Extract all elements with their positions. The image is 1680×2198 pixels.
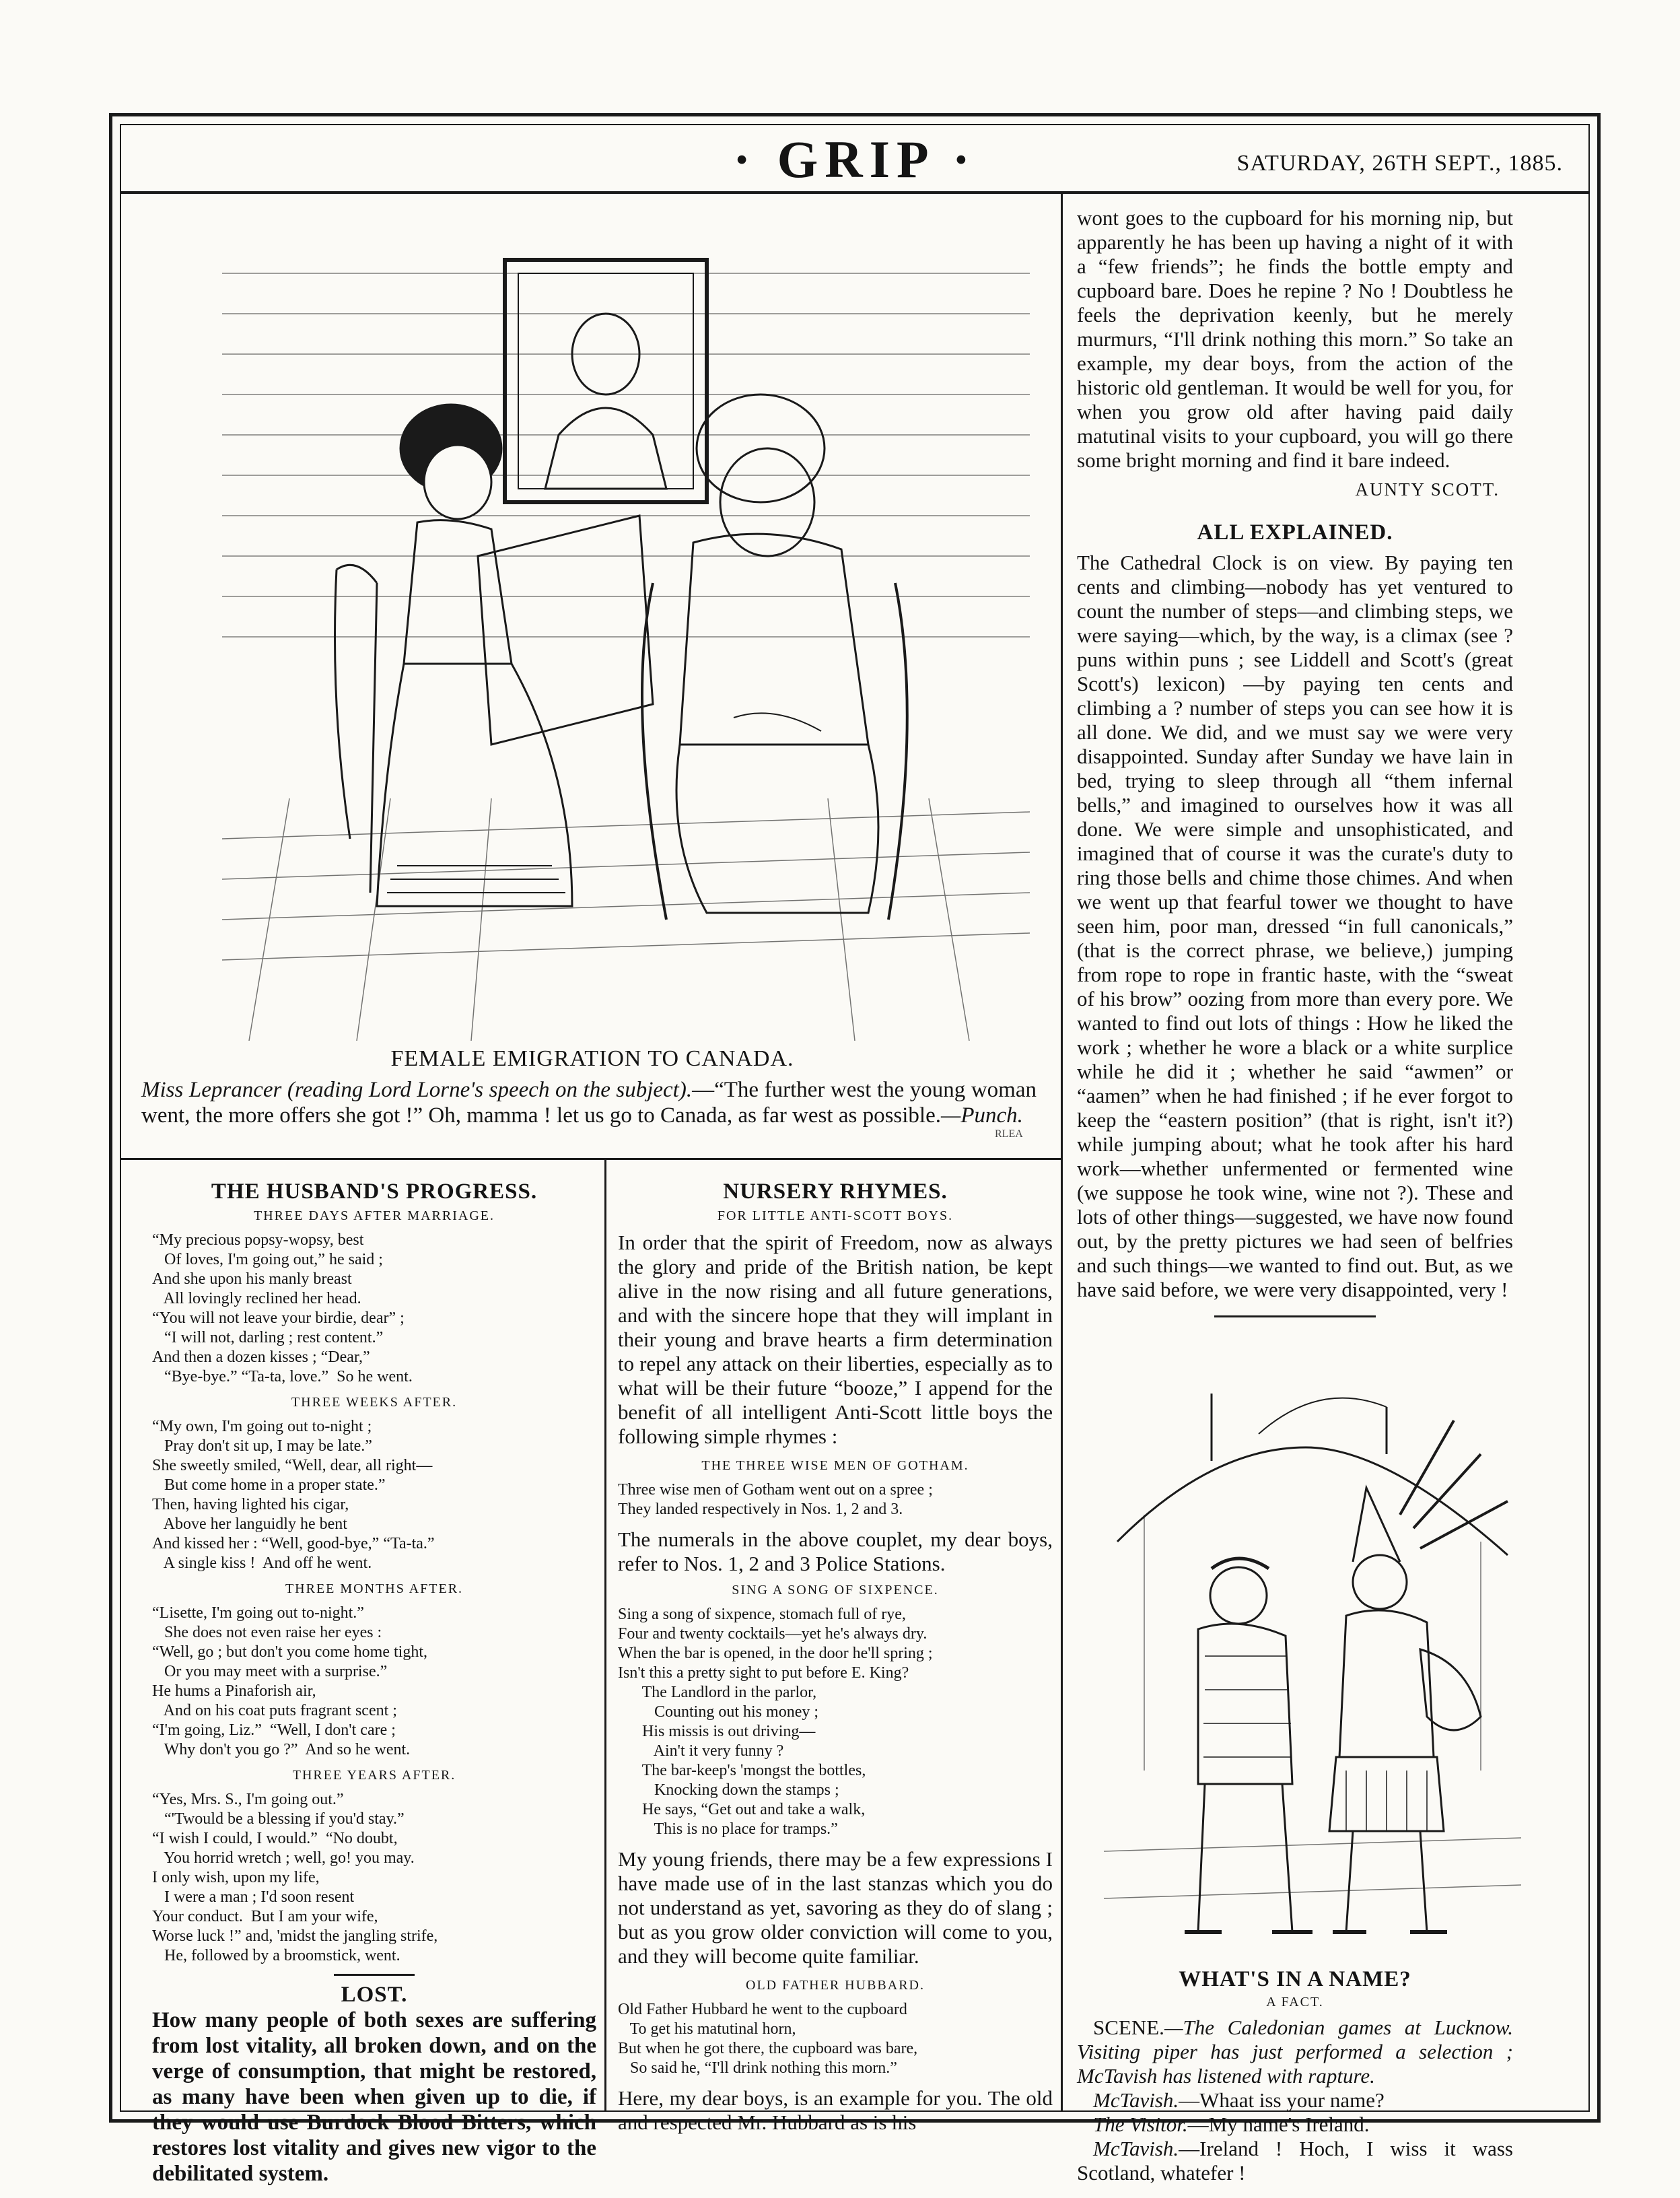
line3-speaker: McTavish. <box>1093 2137 1179 2160</box>
column-husband <box>152 1179 596 2187</box>
line1-text: —Whaat iss your name? <box>1179 2088 1385 2112</box>
caption-speaker: Miss Leprancer (reading Lord Lorne's speech on the subject). <box>141 1078 693 1102</box>
column-nursery <box>618 1179 1053 2135</box>
cartoon-title: FEMALE EMIGRATION TO CANADA. <box>390 1046 794 1071</box>
right-divider <box>1214 1315 1376 1317</box>
husband-subtitle-2: THREE WEEKS AFTER. <box>291 1395 458 1410</box>
husband-stanza-1: “My precious popsy-wopsy, best Of loves, I'm going out,” he said ; And she upon his manly breast All lovingly reclined her head. “You will not leave your birdie, dear” ; “I will not, darling ; rest content.” And then a dozen kisses ; “Dear,” “Bye-bye.” “Ta-ta, love.” So he went. <box>152 1231 413 1385</box>
caption-source: —Punch. <box>941 1103 1023 1128</box>
piper-illustration <box>1104 1367 1521 1959</box>
dialogue-line-1 <box>1077 2088 1513 2113</box>
dialogue-line-2 <box>1077 2113 1513 2137</box>
masthead-date: SATURDAY, 26TH SEPT., 1885. <box>1236 151 1563 176</box>
lost-text: How many people of both sexes are suffering from lost vitality, all broken down, and on the verge of consumption, that might be restored, as many have been when given up to die, if they would use Burdock Blood Bitters, which restores lost vitality and gives new vigor to the debilitated system. <box>152 2008 596 2186</box>
husband-subtitle-1: THREE DAYS AFTER MARRIAGE. <box>254 1208 495 1223</box>
whats-in-a-name <box>1077 1967 1513 2185</box>
husband-title: THE HUSBAND'S PROGRESS. <box>211 1179 538 1204</box>
rhyme2-title: SING A SONG OF SIXPENCE. <box>732 1583 939 1598</box>
continuation-text: wont goes to the cupboard for his morning nip, but apparently he has been up having a night of it with a “few friends”; he finds the bottle empty and cupboard bare. Does he repine ? No ! Doubtless he feels the deprivation keenly, but he merely murmurs, “I'll drink nothing this morn.” So take an example, my dear boys, from the action of the historic old gentleman. It would be well for you, for when you grow old after having paid daily matutinal visits to your cupboard, you will go there some bright morning and find it bare indeed. <box>1077 206 1513 472</box>
husband-subtitle-3: THREE MONTHS AFTER. <box>285 1581 464 1596</box>
line2-speaker: The Visitor. <box>1093 2113 1188 2136</box>
nursery-subtitle: FOR LITTLE ANTI-SCOTT BOYS. <box>717 1208 954 1223</box>
husband-subtitle-4: THREE YEARS AFTER. <box>292 1768 456 1783</box>
scene-label: SCENE. <box>1093 2016 1164 2039</box>
cartoon-caption <box>141 1077 1037 1128</box>
masthead-title: · GRIP · <box>733 130 977 188</box>
lost-title: LOST. <box>341 1983 408 2007</box>
nursery-note2: My young friends, there may be a few expressions I have made use of in the last stanzas which you do not understand as yet, savoring as they do of slang ; but as you grow older conviction will come to you, and they will become quite familiar. <box>618 1847 1053 1968</box>
line2-text: —My name's Ireland. <box>1187 2113 1370 2136</box>
name-title: WHAT'S IN A NAME? <box>1179 1967 1411 1991</box>
husband-stanza-2: “My own, I'm going out to-night ; Pray don't sit up, I may be late.” She sweetly smiled, “Well, dear, all right— But come home in a proper state.” Then, having lighted his cigar, Above her languidly he bent And kissed her : “Well, good-bye,” “Ta-ta.” A single kiss ! And off he went. <box>152 1418 435 1572</box>
rhyme3-title: OLD FATHER HUBBARD. <box>746 1978 925 1993</box>
artist-signature: RLEA <box>995 1128 1023 1140</box>
column-rule-right <box>1061 194 1063 2112</box>
masthead <box>120 124 1590 194</box>
line3-text: —Ireland ! Hoch, I wiss it wass Scotland, whatefer ! <box>1077 2137 1513 2185</box>
lost-divider <box>334 1974 415 1976</box>
caption-text: —“The further west the young woman went, the more offers she got !” Oh, mamma ! let us go to Canada, as far west as possible. <box>141 1078 1037 1128</box>
nursery-note3: Here, my dear boys, is an example for you. The old and respected Mr. Hubbard as is his <box>618 2086 1053 2134</box>
name-scene <box>1077 2016 1513 2088</box>
rhyme1-title: THE THREE WISE MEN OF GOTHAM. <box>701 1458 969 1473</box>
cartoon-illustration <box>222 233 1030 1041</box>
nursery-title: NURSERY RHYMES. <box>723 1179 948 1204</box>
column-right <box>1077 206 1513 1331</box>
husband-stanza-4: “Yes, Mrs. S., I'm going out.” “'Twould be a blessing if you'd stay.” “I wish I could, I would.” “No doubt, You horrid wretch ; well, go! you may. I only wish, upon my life, I were a man ; I'd soon resent Your conduct. But I am your wife, Worse luck !” and, 'midst the jangling strife, He, followed by a broomstick, went. <box>152 1791 438 1964</box>
line1-speaker: McTavish. <box>1093 2088 1179 2112</box>
column-rule-middle <box>604 1159 606 2112</box>
rhyme1-text: Three wise men of Gotham went out on a spree ; They landed respectively in Nos. 1, 2 and 3. <box>618 1481 933 1518</box>
scene-text: —The Caledonian games at Lucknow. Visiting piper has just performed a selection ; McTavish has listened with rapture. <box>1077 2016 1513 2088</box>
aunty-scott-signature: AUNTY SCOTT. <box>1355 479 1500 500</box>
cartoon-bottom-rule <box>120 1158 1061 1160</box>
name-subtitle: A FACT. <box>1266 1995 1324 2010</box>
explained-text: The Cathedral Clock is on view. By paying ten cents and climbing—nobody has yet ventured to count the number of steps—and climbing steps, we were saying—which, by the way, is a climax (see ? puns within puns ; see Liddell and Scott's (great Scott's) lexicon) —by paying ten cents and climbing a ? number of steps you can see how it is all done. We did, and we must say we were very disappointed. Sunday after Sunday we have lain in bed, trying to sleep through all “them infernal bells,” and imagined to ourselves how it was all done. We were simple and unsophisticated, and imagined that of course it was the curate's duty to ring those bells and chime those chimes. And when we went up that fearful tower we thought to have seen him, poor man, dressed “in full canonicals,” (that is the correct phrase, we believe,) jumping from rope to rope in frantic haste, with the “sweat of his brow” oozing from more than every pore. We wanted to find out lots of things : How he liked the work ; whether he wore a black or a white surplice while he did it ; whether he said “awmen” or “aamen” when he had finished ; if he ever forgot to keep the “eastern position” (that is right, isn't it?) while jumping about; what he took after his hard work—whether unfermented or fermented wine (we suppose he took wine, wine not ?). These and lots of other things—suggested, we have now found out, by the pretty pictures we had seen of belfries and such things—we wanted to find out. But, as we have said before, we were very disappointed, very ! <box>1077 551 1513 1301</box>
rhyme3-text: Old Father Hubbard he went to the cupboard To get his matutinal horn, But when he got there, the cupboard was bare, So said he, “I'll drink nothing this morn.” <box>618 2001 918 2077</box>
rhyme2-text: Sing a song of sixpence, stomach full of rye, Four and twenty cocktails—yet he's always dry. When the bar is opened, in the door he'll spring ; Isn't this a pretty sight to put before E. King? The Landlord in the parlor, Counting out his money ; His missis is out driving— Ain't it very funny ? The bar-keep's 'mongst the bottles, Knocking down the stamps ; He says, “Get out and take a walk, This is no place for tramps.” <box>618 1606 933 1838</box>
explained-title: ALL EXPLAINED. <box>1197 520 1393 545</box>
nursery-note1: The numerals in the above couplet, my dear boys, refer to Nos. 1, 2 and 3 Police Stations. <box>618 1527 1053 1575</box>
dialogue-line-3 <box>1077 2137 1513 2185</box>
nursery-intro: In order that the spirit of Freedom, now as always the glory and pride of the British nation, be kept alive in the now rising and all future generations, and with the sincere hope that they will implant in their young and brave hearts a firm determination to repel any attack on their liberties, especially as to what will be their future “booze,” I append for the benefit of all intelligent Anti-Scott little boys the following simple rhymes : <box>618 1231 1053 1448</box>
husband-stanza-3: “Lisette, I'm going out to-night.” She does not even raise her eyes : “Well, go ; but don't you come home tight, Or you may meet with a surprise.” He hums a Pinaforish air, And on his coat puts fragrant scent ; “I'm going, Liz.” “Well, I don't care ; Why don't you go ?” And so he went. <box>152 1604 427 1758</box>
